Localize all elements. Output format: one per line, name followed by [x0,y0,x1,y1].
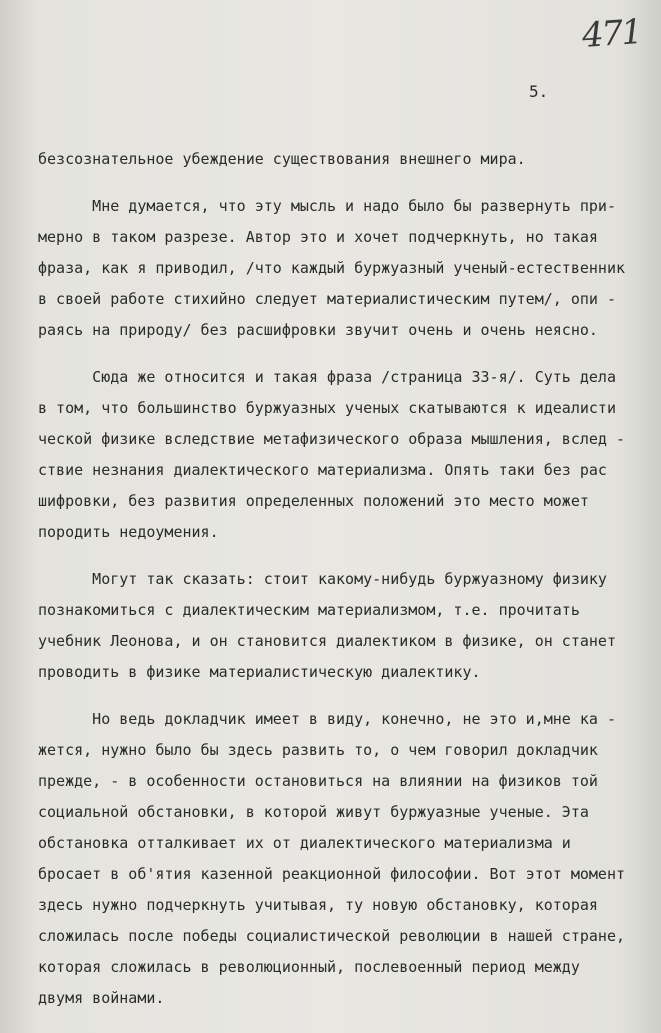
paragraph [38,564,660,688]
text-line: породить недоумения. [38,523,219,541]
paragraph [38,144,660,175]
text-line: безсознательное убеждение существования внешнего мира. [38,150,526,168]
text-line: в том, что большинство буржуазных ученых скатываются к идеалисти [38,399,616,417]
text-line: учебник Леонова, и он становится диалектиком в физике, он станет [38,632,616,650]
text-line: здесь нужно подчеркнуть учитывая, ту новую обстановку, которая [38,896,598,914]
text-line: ствие незнания диалектического материализма. Опять таки без рас [38,461,607,479]
text-line: сложилась после победы социалистической революции в нашей стране, [38,927,625,945]
text-line: фраза, как я приводил, /что каждый буржуазный ученый-естественник [38,259,625,277]
text-line: Мне думается, что эту мысль и надо было бы развернуть при- [38,197,616,215]
text-line: бросает в об'ятия казенной реакционной философии. Вот этот момент [38,865,625,883]
text-line: шифровки, без развития определенных положений это место может [38,492,589,510]
paragraph [38,362,660,548]
text-line: Но ведь докладчик имеет в виду, конечно, не это и,мне ка - [38,710,616,728]
text-line: Сюда же относится и такая фраза /страница 33-я/. Суть дела [38,368,616,386]
text-line: познакомиться с диалектическим материализмом, т.е. прочитать [38,601,580,619]
paragraph [38,191,660,346]
text-line: ческой физике вследствие метафизического образа мышления, вслед - [38,430,625,448]
paragraph [38,704,660,1014]
paragraph-gap [38,548,660,564]
archive-number: 471 [580,11,643,57]
text-line: прежде, - в особенности остановиться на влиянии на физиков той [38,772,598,790]
text-line: которая сложилась в революционный, послевоенный период между [38,958,580,976]
paragraph-gap [38,175,660,191]
text-line: проводить в физике материалистическую диалектику. [38,663,481,681]
text-line: Могут так сказать: стоит какому-нибудь буржуазному физику [38,570,607,588]
text-line: мерно в таком разрезе. Автор это и хочет подчеркнуть, но такая [38,228,598,246]
page-number: 5. [529,82,549,101]
paragraph-gap [38,688,660,704]
text-line: в своей работе стихийно следует материалистическим путем/, опи - [38,290,616,308]
text-line: жется, нужно было бы здесь развить то, о чем говорил докладчик [38,741,598,759]
text-line: раясь на природу/ без расшифровки звучит очень и очень неясно. [38,321,598,339]
text-line: обстановка отталкивает их от диалектического материализма и [38,834,571,852]
text-line: социальной обстановки, в которой живут буржуазные ученые. Эта [38,803,589,821]
paragraph-gap [38,346,660,362]
text-line: двумя войнами. [38,989,165,1007]
body-text [38,144,660,1014]
